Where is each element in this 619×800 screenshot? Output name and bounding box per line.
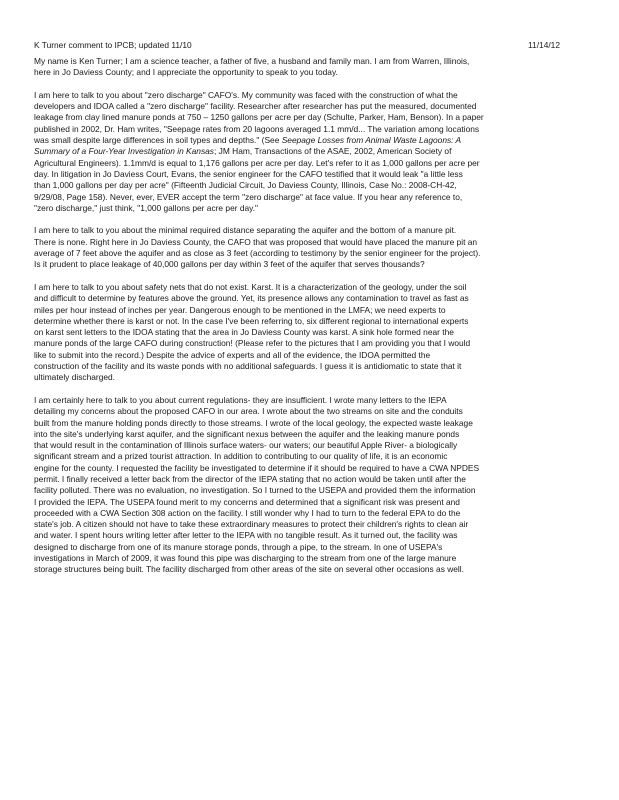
- page-header: [34, 40, 560, 52]
- text-line: state's job. A citizen should not have to take these extraordinary measures to protect their children's rights to clean air: [34, 519, 469, 530]
- text-line: miles per hour instead of inches per year. Dangerous enough to be mentioned in the LMFA; we need experts to: [34, 304, 446, 315]
- text-line: construction of the facility and its waste ponds with no additional safeguards. I guess it is antidiomatic to state that it: [34, 361, 462, 372]
- text-line: day. In litigation in Jo Daviess Court, Evans, the senior engineer for the CAFO testified that it would leak "a little less: [34, 168, 463, 179]
- text-line: developers and IDOA called a "zero discharge" facility. Researcher after researcher has put the measured, documented: [34, 101, 477, 112]
- text-line: I am here to talk to you about the minimal required distance separating the aquifer and the bottom of a manure pit.: [34, 225, 457, 236]
- text-line: facility polluted. There was no evaluation, no investigation. So I turned to the USEPA and provided them the information: [34, 485, 476, 496]
- paragraph-zero-discharge: [34, 90, 582, 214]
- text-fragment: ; JM Ham, Transactions of the ASAE, 2002, American Society of: [214, 146, 452, 157]
- text-line: here in Jo Daviess County; and I appreciate the opportunity to speak to you today.: [34, 67, 338, 78]
- text-line: I am here to talk to you about safety nets that do not exist. Karst. It is a characterization of the geology, under the soil: [34, 281, 467, 292]
- text-line: and water. I spent hours writing letter after letter to the IEPA with no tangible result. As it turned out, the facility was: [34, 530, 458, 541]
- header-title: K Turner comment to IPCB; updated 11/10: [34, 40, 192, 50]
- text-line: detailing my concerns about the proposed CAFO in our area. I wrote about the two streams on site and the conduits: [34, 406, 463, 417]
- text-line: 9/29/08, Page 158). Never, ever, EVER accept the term "zero discharge" at face value. If you hear any reference to,: [34, 191, 463, 202]
- header-date: 11/14/12: [528, 40, 560, 50]
- text-line: manure ponds of the large CAFO during construction! (Please refer to the pictures that I am providing you that I would: [34, 338, 471, 349]
- text-line: and difficult to determine by features above the ground. Yet, its presence allows any contamination to travel as fast as: [34, 293, 469, 304]
- text-line-with-citation: [34, 135, 582, 146]
- paragraph-regulations: [34, 395, 582, 576]
- text-line: on karst sent letters to the IDOA stating that the area in Jo Daviess County was karst. A sink hole formed near the: [34, 327, 454, 338]
- text-line: I am here to talk to you about "zero discharge" CAFO's. My community was faced with the construction of what the: [34, 89, 458, 100]
- text-line: My name is Ken Turner; I am a science teacher, a father of five, a husband and family man. I am from Warren, Illinois,: [34, 56, 470, 66]
- text-line: that would result in the contamination of Illinois surface waters- our waters; our beautiful Apple River- a biologically: [34, 440, 458, 451]
- text-line: engine for the county. I requested the facility be investigated to determine if it should be required to have a CWA NPDES: [34, 462, 480, 473]
- text-line: permit. I finally received a letter back from the director of the IEPA stating that no action would be taken until after the: [34, 473, 466, 484]
- paragraph-karst: [34, 282, 582, 384]
- text-line-with-citation: [34, 146, 582, 157]
- text-line: storage structures being built. The facility discharged from other areas of the site on several other occasions as well.: [34, 564, 464, 575]
- text-line: designed to discharge from one of its manure storage ponds, through a pipe, to the stream. In one of USEPA's: [34, 541, 443, 552]
- text-line: average of 7 feet above the aquifer and as close as 3 feet (according to testimony by the senior engineer for the project).: [34, 248, 481, 259]
- paragraph-aquifer-distance: [34, 225, 582, 270]
- text-line: Agricultural Engineers). 1.1mm/d is equal to 1,176 gallons per acre per day. Let's refer to it as 1,000 gallons per acre per: [34, 157, 480, 168]
- text-line: "zero discharge," just think, "1,000 gallons per acre per day.": [34, 202, 259, 213]
- text-line: Is it prudent to place leakage of 40,000 gallons per day within 3 feet of the aquifer that serves thousands?: [34, 259, 425, 270]
- text-line: built from the manure holding ponds directly to those streams. I wrote of the local geology, the expected waste leakage: [34, 417, 473, 428]
- text-line: than 1,000 gallons per day per acre" (Fifteenth Judicial Circuit, Jo Daviess County, Illinois, Case No.: 2008-CH-42,: [34, 180, 457, 191]
- text-line: I am certainly here to talk to you about current regulations- they are insufficient. I wrote many letters to the IEPA: [34, 394, 447, 405]
- text-line: I provided the IEPA. The USEPA found merit to my concerns and determined that a significant risk was present and: [34, 496, 460, 507]
- text-line: ultimately discharged.: [34, 372, 115, 383]
- paragraph-introduction: [34, 56, 582, 79]
- citation-title-continued: Summary of a Four-Year Investigation in Kansas: [34, 146, 214, 157]
- text-line: leakage from clay lined manure ponds at 750 – 1250 gallons per acre per day (Schulte, Parker, Ham, Benson). In a paper: [34, 112, 484, 123]
- text-line: into the site's underlying karst aquifer, and the significant nexus between the aquifer and the leaking manure ponds: [34, 428, 460, 439]
- document-body: [34, 56, 582, 587]
- text-line: There is none. Right here in Jo Daviess County, the CAFO that was proposed that would have placed the manure pit an: [34, 236, 478, 247]
- text-line: like to submit into the record.) Despite the advice of experts and all of the evidence, the IDOA permitted the: [34, 349, 431, 360]
- text-line: investigations in March of 2009, it was found this pipe was discharging to the stream from one of the large manure: [34, 553, 457, 564]
- text-line: published in 2002, Dr. Ham writes, "Seepage rates from 20 lagoons averaged 1.1 mm/d... The variation among locations: [34, 123, 480, 134]
- text-line: proceeded with a CWA Section 308 action on the facility. I still wonder why I had to turn to the federal EPA to do the: [34, 507, 461, 518]
- text-line: significant stream and a prized tourist attraction. In addition to contributing to our quality of life, it is an economic: [34, 451, 448, 462]
- citation-title: Seepage Losses from Animal Waste Lagoons: A: [281, 135, 462, 146]
- text-fragment: was small despite large differences in soil types and depths." (See: [34, 135, 282, 146]
- text-line: determine whether there is karst or not. In the case I've been referring to, six different regional to international experts: [34, 315, 469, 326]
